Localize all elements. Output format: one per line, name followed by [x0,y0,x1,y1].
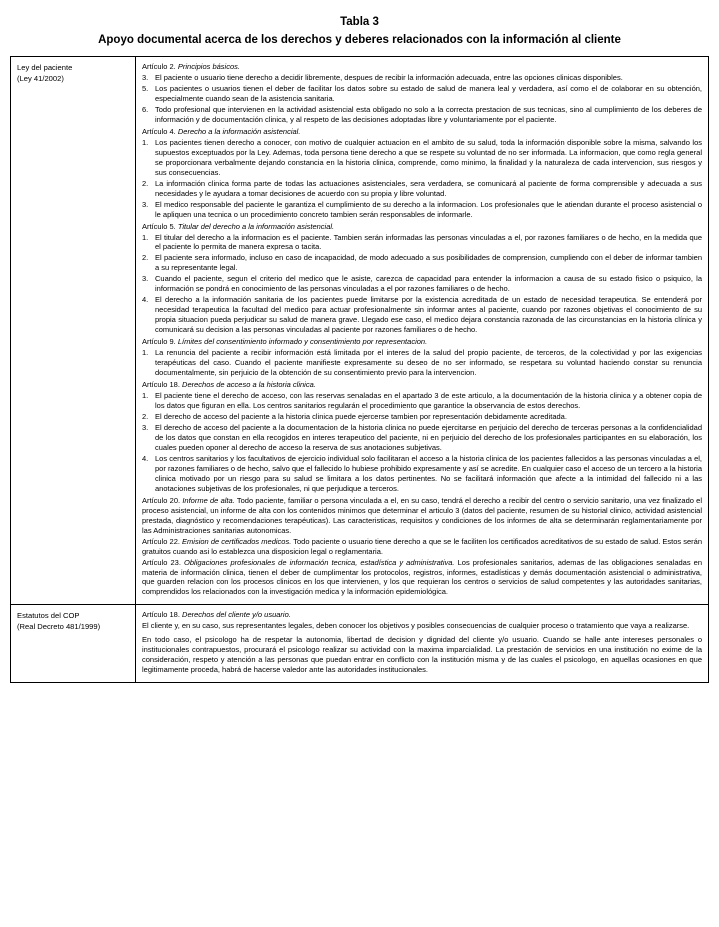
list-item-number: 3. [142,199,149,209]
article-heading [142,62,702,72]
article-heading-title: Principios básicos. [177,62,240,71]
list-item-text: La renuncia del paciente a recibir información está limitada por el interes de la salud del propio paciente, de terceros, de la colectividad y por las exigencias terapéuticas del caso. Cuando el paciente manifieste expresamente su deseo de no ser informado, se respetara su voluntad haciendo constar su renuncia documentalmente, sin perjuicio de la obtención de su consentimiento previo para la intervencion. [155,348,702,378]
list-item [142,274,702,294]
article-item-list [142,73,702,125]
table-title: Apoyo documental acerca de los derechos y deberes relacionados con la información al cliente [98,34,621,46]
article-paragraph: Todo paciente o usuario tiene derecho a que se le faciliten los certificados acreditativos de su estado de salud. Estos serán gratuitos cuando asi lo establezca una disposicion legal o reglamentaria. [142,536,703,556]
article-block [142,537,702,557]
list-item [142,138,702,178]
list-item-number: 2. [142,253,149,263]
article-heading-number: Artículo 18. [142,380,183,390]
list-item-text: Todo profesional que intervienen en la actividad asistencial esta obligado no solo a la correcta prestacion de sus tecnicas, sino al cumplimiento de los deberes de información y de documentación clinica, y al respeto de las decisiones adoptadas libre y voluntariamente por el paciente. [155,104,702,124]
article-heading-number: Artículo 5. [142,221,178,231]
article-heading-title: Emision de certificados medicos. [182,536,292,546]
article-heading [142,222,702,232]
article-heading-number: Artículo 2. [142,62,178,71]
list-item-text: Los pacientes o usuarios tienen el deber de facilitar los datos sobre su estado de salud de manera leal y verdadera, así como el de colaborar en su obtención, especialmente cuando sean de la asistencia sanitaria. [155,83,702,103]
row-label-line1: Ley del paciente [17,63,73,72]
article-heading-title: Derechos del cliente y/o usuario. [182,610,291,620]
list-item-text: El derecho de acceso del paciente a la historia clinica puede ejercerse tambien por representación debidamente acreditada. [155,411,567,421]
list-item-text: El derecho a la información sanitaria de los pacientes puede limitarse por la existencia acreditada de un estado de necesidad terapeutica. Se entenderá por necesidad terapeutica la facultad del medico para actuar profesionalmente sin informar antes al paciente, cuando por razones objetivas el conocimiento de su propia situacion pueda perjudicar su salud de manera grave. Llegado ese caso, el medico dejara constancia razonada de las circunstancias en la historia clínica y comunicará su decision a las personas vinculadas al paciente por razones familiares o de hecho. [155,295,702,335]
article-block [142,380,702,494]
article-heading [142,127,702,137]
list-item [142,348,702,378]
article-heading-number: Artículo 9. [142,337,178,347]
list-item-text: La información clinica forma parte de todas las actuaciones asistenciales, sera verdadera, se comunicará al paciente de forma comprensible y adecuada a sus necesidades y le ayudara a tomar decisiones de acuerdo con su propia y libre voluntad. [155,178,702,198]
article-heading [142,380,702,390]
article-block [142,496,702,536]
article-heading-title: Límites del consentimiento informado y consentimiento por representacion. [177,337,428,347]
article-heading [142,337,702,347]
row-label-ley-del-paciente [11,57,136,605]
table-number: Tabla 3 [340,16,379,28]
article-paragraph: Los profesionales sanitarios, ademas de las obligaciones senaladas en materia de información clinica, tienen el deber de cumplimentar los protocolos, registros, informes, estadísticas y demás documentación asistencial o administrativa, que guarden relacion con los procesos clinicos en los que intervienen, y los que requieran los centros o servicios de salud competentes y las autoridades sanitarias, comprendidos los relacionados con la investigación medica y la información epidemiológica. [142,557,703,597]
row-label-line2: (Ley 41/2002) [17,74,64,83]
list-item-text: El paciente o usuario tiene derecho a decidir libremente, despues de recibir la información adecuada, entre las opciones clinicas disponibles. [155,72,623,82]
list-item-number: 3. [142,274,149,284]
list-item [142,253,702,273]
article-heading-number: Artículo 23. [142,557,185,567]
list-item-number: 1. [142,348,149,358]
list-item-text: El paciente tiene el derecho de acceso, con las reservas senaladas en el apartado 3 de este articulo, a la documentación de la historia clinica y a obtener copia de los datos que figuran en ella. Los centros sanitarios regularán el procedimiento que garantice la observancia de estos derechos. [155,391,702,410]
list-item [142,200,702,220]
article-paragraph: Todo paciente, familiar o persona vinculada a el, en su caso, tendrá el derecho a recibir del centro o servicio sanitario, una vez finalizado el proceso asistencial, un informe de alta con los contenidos minimos que determinar el articulo 3 (datos del paciente, resumen de su historial clinico, actividad asistencial prestada, diagnóstico y recomendaciones terapéuticas). Las caracteristicas, requisitos y condiciones de los informes de alta se determinarán reglamentariamente por las Administraciones sanitarias autonomicas. [142,495,702,535]
article-block [142,127,702,220]
list-item [142,423,702,453]
article-item-list [142,138,702,220]
row-label-estatutos-cop [11,605,136,683]
article-heading-number: Artículo 20. [142,495,183,505]
article-block [142,62,702,125]
article-heading-number: Artículo 4. [142,126,178,136]
article-heading-title: Derechos de acceso a la historia clinica. [182,380,316,390]
list-item-number: 1. [142,137,149,147]
list-item [142,412,702,422]
article-heading-number: Artículo 22. [142,536,183,546]
article-heading [142,610,702,620]
article-block [142,337,702,378]
article-item-list [142,233,702,336]
article-heading-number: Artículo 18. [142,610,183,620]
article-heading-title: Obligaciones profesionales de información tecnica, estadística y administrativa. [184,557,455,567]
list-item [142,84,702,104]
list-item [142,454,702,494]
article-paragraph: El cliente y, en su caso, sus representantes legales, deben conocer los objetivos y posibles consecuencias de cualquier proceso o tratamiento que vaya a realizarse. [142,621,690,631]
article-heading-title: Informe de alta. [182,495,235,505]
list-item-number: 2. [142,411,149,421]
list-item-number: 4. [142,453,149,463]
list-item-number: 6. [142,104,149,114]
list-item-text: Los centros sanitarios y los facultativos de ejercicio individual solo facilitaran el acceso a la historia clinica de los pacientes fallecidos a las personas vinculadas a el, por razones familiares o de hecho, salvo que el fallecido lo hubiese prohibido expresamente y así se acredite. En cualquier caso el acceso de un tercero a la historia clinica motivado por un riesgo para su salud se limitara a los datos pertinentes. No se facilitará información que afecte a la intimidad del fallecido ni a las anotaciones subjetivas de los profesionales, ni que perjudique a terceros. [155,453,702,493]
list-item [142,295,702,335]
article-block [142,222,702,336]
list-item-number: 4. [142,295,149,305]
list-item-number: 1. [142,391,149,401]
list-item-number: 3. [142,72,149,82]
row-label-line2: (Real Decreto 481/1999) [17,622,101,632]
article-item-list [142,348,702,378]
documentation-table [10,56,709,683]
list-item-text: Los pacientes tienen derecho a conocer, con motivo de cualquier actuacion en el ambito de su salud, toda la información disponible sobre la misma, salvando los supuestos exceptuados por la Ley. Ademas, toda persona tiene derecho a que se respete su voluntad de no ser informada. La informacion, que como regla general se proporcionara verbalmente dejando constancia en la historia clinica, comprende, como minimo, la finalidad y la naturaleza de cada intervencion, sus riesgos y sus consecuencias. [155,137,702,177]
list-item-number: 5. [142,83,149,93]
list-item [142,73,702,83]
list-item-text: El paciente sera informado, incluso en caso de incapacidad, de modo adecuado a sus posibilidades de comprension, cumpliendo con el deber de informar tambien a su representante legal. [155,253,702,273]
list-item-number: 1. [142,232,149,242]
list-item [142,391,702,411]
article-heading-title: Derecho a la información asistencial. [177,126,301,136]
article-item-list [142,391,702,494]
list-item-number: 3. [142,422,149,432]
article-block [142,558,702,598]
list-item-text: Cuando el paciente, segun el criterio del medico que le asiste, carezca de capacidad para entender la informacion a causa de su estado fisico o psiquico, la información se pondrá en conocimiento de las personas vinculadas a el por razones familiares o de hecho. [155,274,702,294]
table-title-block [10,16,709,46]
list-item-text: El titular del derecho a la informacion es el paciente. Tambien serán informadas las personas vinculadas a el, por razones familiares o de hecho, en la medida que el paciente lo permita de manera expresa o tacita. [155,232,702,252]
table-row [11,605,709,683]
list-item-text: El derecho de acceso del paciente a la documentacion de la historia clinica no puede ejercitarse en perjuicio del derecho de terceras personas a la confidencialidad de los datos que constan en ella recogidos en interes terapeutico del paciente, ni en perjuicio del derecho de los profesionales participantes en su elaboración, los cuales pueden oponer al derecho de acceso la reserva de sus anotaciones subjetivas. [155,422,702,452]
list-item-number: 2. [142,178,149,188]
row-label-line1: Estatutos del COP [17,611,80,621]
row-content-estatutos-cop [136,605,709,683]
article-heading-title: Titular del derecho a la información asistencial. [177,221,335,231]
list-item-text: El medico responsable del paciente le garantiza el cumplimiento de su derecho a la informacion. Los profesionales que le atiendan durante el proceso asistencial o le apliquen una tecnica o un procedimiento concreto tambien serán responsables de informarle. [155,199,702,219]
row-content-ley-del-paciente [136,57,709,605]
list-item [142,233,702,253]
article-paragraph: En todo caso, el psicologo ha de respetar la autonomia, libertad de decision y dignidad del cliente y/o usuario. Cuando se halle ante intereses personales o institucionales contrapuestos, procurará el psicologo realizar su actividad con la maxima imparcialidad. La prestación de servicios en una institución no exime de la consideración, respeto y atención a las personas que puedan entrar en conflicto con la institución misma y de las cuales el psicologo, en aquellas ocasiones en que legitimamente proceda, habrá de hacerse valedor ante las autoridades institucionales. [142,635,702,675]
list-item [142,179,702,199]
table-row [11,57,709,605]
list-item [142,105,702,125]
